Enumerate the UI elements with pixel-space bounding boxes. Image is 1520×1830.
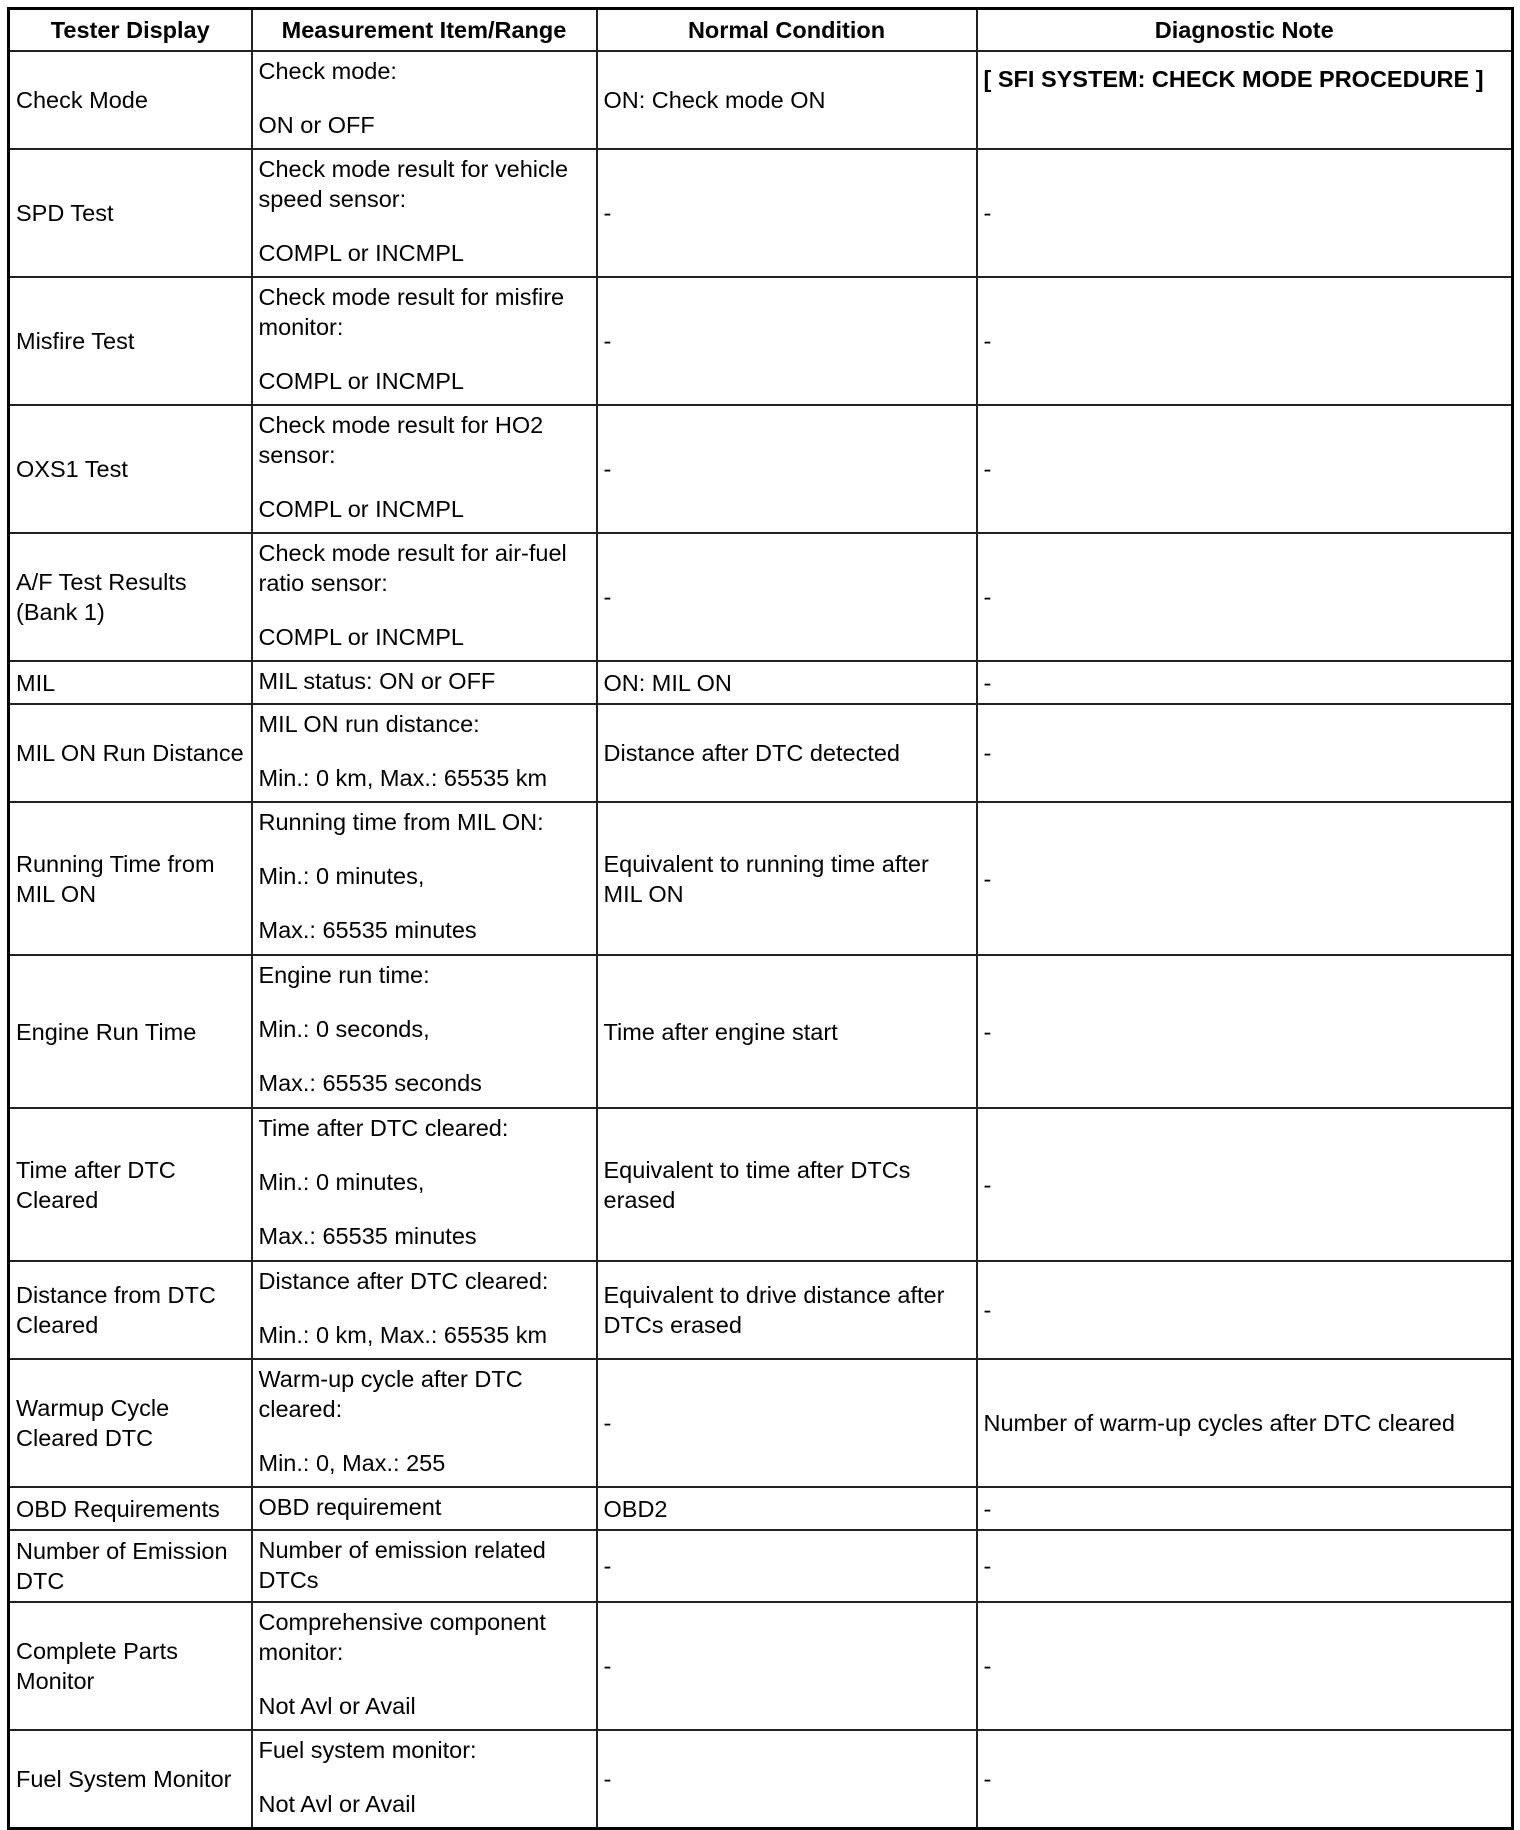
cell-measurement-item: [252, 405, 597, 533]
cell-normal-condition: Equivalent to time after DTCs erased: [597, 1108, 977, 1261]
cell-normal-condition: -: [597, 405, 977, 533]
data-list-table: [7, 7, 1514, 1830]
cell-tester-display: MIL: [9, 661, 252, 704]
cell-measurement-item: [252, 955, 597, 1108]
cell-normal-condition: Equivalent to drive distance after DTCs erased: [597, 1261, 977, 1359]
cell-normal-condition: -: [597, 1359, 977, 1487]
cell-diagnostic-note: -: [977, 802, 1513, 955]
table-row: [9, 1530, 1513, 1602]
table-row: [9, 51, 1513, 149]
header-measurement-item: Measurement Item/Range: [252, 9, 597, 52]
measurement-line: OBD requirement: [258, 1494, 442, 1520]
table-row: [9, 149, 1513, 277]
header-normal-condition: Normal Condition: [597, 9, 977, 52]
measurement-line: Number of emission related DTCs: [258, 1537, 546, 1593]
cell-normal-condition: -: [597, 533, 977, 661]
cell-measurement-item: [252, 277, 597, 405]
cell-diagnostic-note: -: [977, 1730, 1513, 1828]
table-row: [9, 1359, 1513, 1487]
measurement-line: Max.: 65535 minutes: [258, 917, 477, 943]
cell-normal-condition: -: [597, 1530, 977, 1602]
measurement-line: Check mode result for vehicle speed sensor:: [258, 156, 569, 212]
cell-tester-display: Distance from DTC Cleared: [9, 1261, 252, 1359]
measurement-line: Check mode result for HO2 sensor:: [258, 412, 544, 468]
measurement-line: Min.: 0 km, Max.: 65535 km: [258, 765, 548, 791]
cell-diagnostic-note: -: [977, 1530, 1513, 1602]
cell-measurement-item: [252, 1530, 597, 1602]
cell-normal-condition: -: [597, 149, 977, 277]
cell-diagnostic-note: -: [977, 277, 1513, 405]
measurement-line: Not Avl or Avail: [258, 1693, 416, 1719]
measurement-line: Fuel system monitor:: [258, 1737, 477, 1763]
cell-diagnostic-note: -: [977, 1602, 1513, 1730]
measurement-line: Time after DTC cleared:: [258, 1115, 509, 1141]
table-row: [9, 533, 1513, 661]
cell-measurement-item: [252, 533, 597, 661]
cell-tester-display: Complete Parts Monitor: [9, 1602, 252, 1730]
cell-diagnostic-note: -: [977, 405, 1513, 533]
cell-diagnostic-note: [ SFI SYSTEM: CHECK MODE PROCEDURE ]: [977, 51, 1513, 149]
cell-normal-condition: ON: Check mode ON: [597, 51, 977, 149]
measurement-line: MIL ON run distance:: [258, 711, 480, 737]
cell-tester-display: OBD Requirements: [9, 1487, 252, 1530]
measurement-line: Min.: 0 minutes,: [258, 1169, 425, 1195]
measurement-line: Check mode result for air-fuel ratio sensor:: [258, 540, 567, 596]
measurement-line: COMPL or INCMPL: [258, 496, 464, 522]
table-row: [9, 1487, 1513, 1530]
cell-normal-condition: ON: MIL ON: [597, 661, 977, 704]
table-row: [9, 704, 1513, 802]
cell-tester-display: Time after DTC Cleared: [9, 1108, 252, 1261]
table-row: [9, 277, 1513, 405]
table-row: [9, 802, 1513, 955]
cell-tester-display: Engine Run Time: [9, 955, 252, 1108]
cell-diagnostic-note: -: [977, 1487, 1513, 1530]
cell-normal-condition: Time after engine start: [597, 955, 977, 1108]
cell-measurement-item: [252, 1730, 597, 1828]
measurement-line: Max.: 65535 minutes: [258, 1223, 477, 1249]
header-diagnostic-note: Diagnostic Note: [977, 9, 1513, 52]
table-row: [9, 1261, 1513, 1359]
table-row: [9, 661, 1513, 704]
cell-tester-display: Running Time from MIL ON: [9, 802, 252, 955]
cell-tester-display: Fuel System Monitor: [9, 1730, 252, 1828]
cell-normal-condition: -: [597, 1602, 977, 1730]
cell-normal-condition: Equivalent to running time after MIL ON: [597, 802, 977, 955]
measurement-line: Max.: 65535 seconds: [258, 1070, 482, 1096]
cell-tester-display: Number of Emission DTC: [9, 1530, 252, 1602]
cell-measurement-item: [252, 704, 597, 802]
table-body: [9, 51, 1513, 1828]
cell-diagnostic-note: -: [977, 1261, 1513, 1359]
table-row: [9, 405, 1513, 533]
cell-tester-display: Warmup Cycle Cleared DTC: [9, 1359, 252, 1487]
measurement-line: Min.: 0 minutes,: [258, 863, 425, 889]
cell-diagnostic-note: -: [977, 704, 1513, 802]
table-row: [9, 1108, 1513, 1261]
cell-tester-display: OXS1 Test: [9, 405, 252, 533]
table-row: [9, 955, 1513, 1108]
header-tester-display: Tester Display: [9, 9, 252, 52]
cell-measurement-item: [252, 802, 597, 955]
cell-measurement-item: [252, 51, 597, 149]
measurement-line: Min.: 0 km, Max.: 65535 km: [258, 1322, 548, 1348]
cell-normal-condition: Distance after DTC detected: [597, 704, 977, 802]
table-row: [9, 1602, 1513, 1730]
measurement-line: COMPL or INCMPL: [258, 368, 464, 394]
measurement-line: Not Avl or Avail: [258, 1791, 416, 1817]
measurement-line: Distance after DTC cleared:: [258, 1268, 549, 1294]
cell-normal-condition: OBD2: [597, 1487, 977, 1530]
cell-measurement-item: [252, 149, 597, 277]
measurement-line: ON or OFF: [258, 112, 375, 138]
measurement-line: Check mode:: [258, 58, 397, 84]
cell-diagnostic-note: -: [977, 149, 1513, 277]
header-row: [9, 9, 1513, 52]
cell-diagnostic-note: -: [977, 661, 1513, 704]
cell-tester-display: Check Mode: [9, 51, 252, 149]
cell-diagnostic-note: Number of warm-up cycles after DTC cleared: [977, 1359, 1513, 1487]
cell-diagnostic-note: -: [977, 533, 1513, 661]
cell-normal-condition: -: [597, 277, 977, 405]
cell-measurement-item: [252, 1108, 597, 1261]
table-row: [9, 1730, 1513, 1828]
measurement-line: Running time from MIL ON:: [258, 809, 544, 835]
cell-measurement-item: [252, 1487, 597, 1530]
measurement-line: Comprehensive component monitor:: [258, 1609, 546, 1665]
cell-normal-condition: -: [597, 1730, 977, 1828]
cell-diagnostic-note: -: [977, 1108, 1513, 1261]
measurement-line: Warm-up cycle after DTC cleared:: [258, 1366, 523, 1422]
cell-measurement-item: [252, 1261, 597, 1359]
cell-tester-display: MIL ON Run Distance: [9, 704, 252, 802]
cell-measurement-item: [252, 661, 597, 704]
cell-diagnostic-note: -: [977, 955, 1513, 1108]
measurement-line: COMPL or INCMPL: [258, 240, 464, 266]
measurement-line: COMPL or INCMPL: [258, 624, 464, 650]
cell-measurement-item: [252, 1359, 597, 1487]
measurement-line: MIL status: ON or OFF: [258, 668, 496, 694]
cell-tester-display: Misfire Test: [9, 277, 252, 405]
measurement-line: Min.: 0, Max.: 255: [258, 1450, 446, 1476]
measurement-line: Min.: 0 seconds,: [258, 1016, 430, 1042]
measurement-line: Engine run time:: [258, 962, 430, 988]
cell-tester-display: SPD Test: [9, 149, 252, 277]
cell-tester-display: A/F Test Results (Bank 1): [9, 533, 252, 661]
measurement-line: Check mode result for misfire monitor:: [258, 284, 565, 340]
cell-measurement-item: [252, 1602, 597, 1730]
